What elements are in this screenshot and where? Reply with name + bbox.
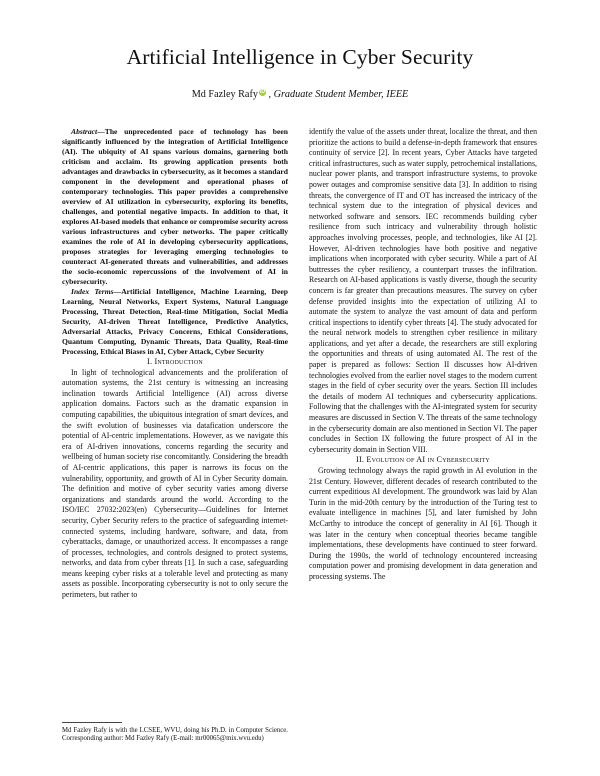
abstract-text: —The unprecedented pace of technology has been significantly influenced by the integration of Artificial Intelligence (AI). The ubiquity of AI spans various domains, garnering both criticism and acclaim. Its growing application presents both advantages and drawbacks in cybersecurity, as it becomes a standard component in the development and operational phases of contemporary technologies. This paper provides a comprehensive overview of AI utilization in cybersecurity, exploring its benefits, challenges, and potential negative impacts. In addition to that, it explores AI-based models that enhance or compromise security across various infrastructures and cyber networks. The paper critically examines the role of AI in developing cybersecurity applications, proposes strategies for leveraging emerging technologies to counteract AI-generated threats and vulnerabilities, and addresses the socio-economic repercussions of the involvement of AI in cybersecurity. [62, 127, 288, 286]
section-heading-introduction: I. Introduction [147, 357, 203, 366]
left-column [62, 127, 288, 601]
index-terms-text: —Artificial Intelligence, Machine Learning, Deep Learning, Neural Networks, Expert Systems, Natural Language Processing, Threat Detection, Real-time Mitigation, Social Media Security, AI-driven Threat Intelligence, Predictive Analytics, Adversarial Attacks, Privacy Concerns, Ethical Considerations, Quantum Computing, Dynamic Threats, Data Quality, Real-time Processing, Ethical Biases in AI, Cyber Attack, Cyber Security [62, 287, 288, 356]
abstract [62, 127, 288, 287]
right-column [309, 127, 537, 583]
footnote: Md Fazley Rafy is with the LCSEE, WVU, doing his Ph.D. in Computer Science. Corresponding author: Md Fazley Rafy (E-mail: mr00065@mix.wvu.edu) [62, 727, 288, 743]
section-heading-evolution: II. Evolution of AI in Cybersecurity [356, 455, 490, 465]
author-line [0, 89, 600, 100]
index-terms-label: Index Terms [71, 287, 114, 296]
author-affiliation: , Graduate Student Member, IEEE [268, 89, 409, 100]
intro-paragraph: In light of technological advancements and the proliferation of automation systems, the 21st century is witnessing an increasing inclination towards Artificial Intelligence (AI) across diverse application domains. Factors such as the dramatic expansion in computing capabilities, the ubiquitous integration of smart devices, and the swift evolution of businesses via datafication underscore the potential of AI-centric implementations. However, as we navigate this era of AI-driven innovations, concerns regarding the security and wellbeing of human society rise concomitantly. Considering the breadth of AI-centric applications, this paper is narrows its focus on the vulnerability, opportunity, and growth of AI in Cyber Security domain. The definition and motive of cyber security varies among diverse organizations and standards around the world. According to the ISO/IEC 27032:2023(en) Cybersecurity—Guidelines for Internet security, Cyber Security refers to the practice of safeguarding internet-connected systems, including hardware, software, and data, from cyberattacks, damage, or unauthorized access. It encompasses a range of processes, technologies, and controls designed to protect systems, networks, and data from cyber threats [1]. In such a case, safeguarding means keeping cyber risks at a tolerable level and protecting as many assets as possible. Incorporating cybersecurity is not to only secure the perimeters, but rather to [62, 367, 288, 600]
footnote-rule [62, 722, 122, 723]
author-name: Md Fazley Rafy [191, 89, 258, 100]
paper-title: Artificial Intelligence in Cyber Security [126, 45, 474, 69]
evolution-paragraph: Growing technology always the rapid growth in AI evolution in the 21st Century. However, different decades of research contributed to the current expeditious AI development. The groundwork was laid by Alan Turin in the mid-20th century by the introduction of the Turing test to evaluate intelligence in machines [5], and later furnished by John McCarthy to introduce the concept of generality in AI [6]. Though it was later in the century when conceptual theories became tangible implementations, these developments have continued to steer forward. During the 1990s, the world of technology encountered increasing computation power and promising development in data generation and processing systems. The [309, 466, 537, 581]
abstract-label: Abstract [71, 127, 98, 136]
index-terms [62, 287, 288, 357]
orcid-icon[interactable]: iD [259, 89, 265, 95]
intro-continued-paragraph: identify the value of the assets under threat, localize the threat, and then prioritize the actions to build a defense-in-depth framework that ensures continuity of service [2]. In recent years, Cyber Attacks have targeted critical infrastructures, such as water supply, petrochemical installations, nuclear power plants, and transport infrastructure systems, to provoke power outages and compromise sensitive data [3]. In addition to rising threats, the convergence of IT and OT has increased the intricacy of the technical system due to the integration of physical devices and networked software and sensors. IEC recommends building cyber resilience from such intricacy and vulnerability through holistic approaches involving processes, people, and technologies, like AI [2]. However, AI-driven technologies have both positive and negative implications when incorporated with cyber security. While a part of AI buttresses the cyber resiliency, a counterpart trusses the infiltration. Research on AI-based applications is vastly diverse, though the security concern is far greater than precautions measures. The survey on cyber defense provided insights into the expectation of utilizing AI to automate the system to analyze the vast amount of data and perform critical inspections to identify cyber threats [4]. The study advocated for the neural network models to strengthen cyber resilience in military applications, and yet after a decade, the researchers are still exploring the opportunities and threats of using automated AI. The rest of the paper is prepared as follows: Section II discusses how AI-driven technologies evolved from the earlier novel stages to the modern current stages in the field of cyber security over the years. Section III includes the details of modern AI techniques and cybersecurity applications. Following that the challenges with the AI-integrated system for security measures are discussed in Section V. The threats of the same technology in the cybersecurity domain are also mentioned in Section VI. The paper concludes in Section IX following the future prospect of AI in the cybersecurity domain in Section VIII. [309, 127, 537, 454]
